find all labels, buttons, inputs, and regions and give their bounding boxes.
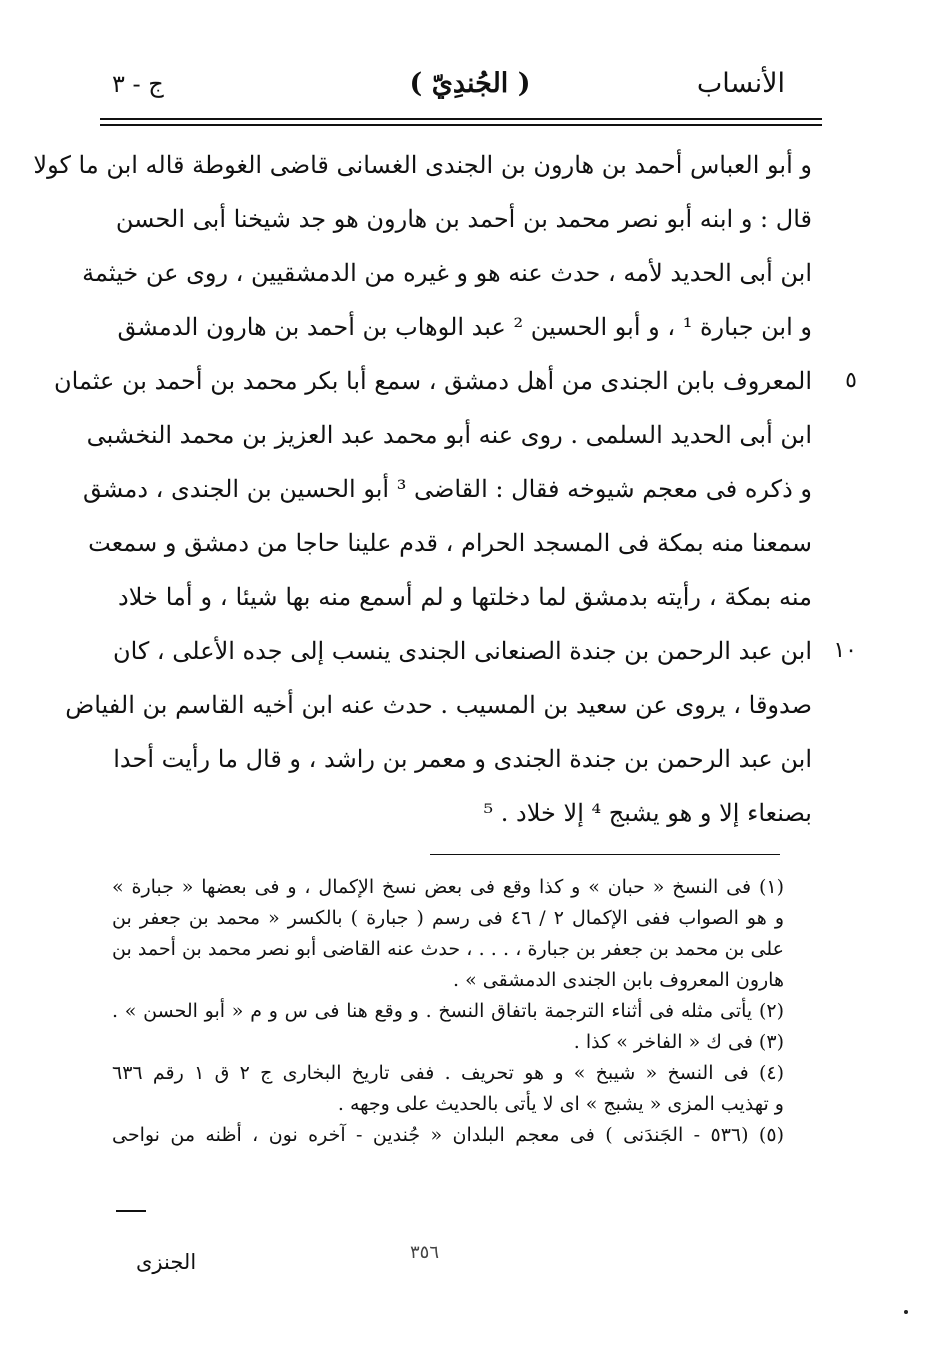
main-text	[33, 138, 812, 840]
text-line: صدوقا ، يروى عن سعيد بن المسيب . حدث عنه ابن أخيه القاسم بن الفياض	[65, 691, 812, 719]
text-line: المعروف بابن الجندى من أهل دمشق ، سمع أبا بكر محمد بن أحمد بن عثمان	[54, 367, 812, 395]
text-line: ابن عبد الرحمن بن جندة الجندى و معمر بن راشد ، و قال ما رأيت أحدا	[113, 745, 812, 773]
signature-mark: الجنزى	[136, 1250, 197, 1274]
text-line: سمعنا منه بمكة فى المسجد الحرام ، قدم علينا حاجا من دمشق و سمعت	[88, 529, 812, 557]
footnote-line: (٢) يأتى مثله فى أثناء الترجمة باتفاق النسخ . و وقع هنا فى س و م « أبو الحسن » .	[112, 1000, 784, 1022]
footnote-line: (١) فى النسخ « حبان » و كذا وقع فى بعض نسخ الإكمال ، و فى بعضها « جبارة »	[112, 876, 784, 898]
text-line: ابن أبى الحديد لأمه ، حدث عنه هو و غيره من الدمشقيين ، روى عن خيثمة	[82, 259, 812, 287]
running-head-book: الأنساب	[696, 68, 785, 99]
scan-speck	[904, 1310, 908, 1314]
running-head-volume: ج - ٣	[112, 70, 164, 98]
footnote-line: على بن محمد بن جعفر بن جبارة ، . . . ، حدث عنه القاضى أبو نصر محمد بن أحمد بن	[112, 938, 784, 960]
text-line: ابن عبد الرحمن بن جندة الصنعانى الجندى ينسب إلى جده الأعلى ، كان	[112, 637, 812, 665]
footnote-line: (٣) فى ك « الفاخر » كذا .	[573, 1031, 784, 1053]
text-line: منه بمكة ، رأيته بدمشق لما دخلتها و لم أسمع منه بها شيئا ، و أما خلاد	[118, 583, 812, 611]
line-number-5: ٥	[845, 368, 857, 393]
text-line: و ابن جبارة ¹ ، و أبو الحسين ² عبد الوهاب بن أحمد بن هارون الدمشق	[117, 313, 812, 341]
running-head-entry: ( الجُندِيّ )	[409, 68, 531, 99]
text-line: بصنعاء إلا و هو يشبج ⁴ إلا خلاد . ⁵	[483, 799, 812, 827]
footnote-line: هارون المعروف بابن الجندى الدمشقى » .	[453, 969, 784, 991]
header-rule-top	[100, 118, 822, 120]
footnote-line: (٤) فى النسخ « شيبخ » و هو تحريف . ففى تاريخ البخارى ج ٢ ق ١ رقم ٦٣٦	[112, 1062, 784, 1084]
text-line: و ذكره فى معجم شيوخه فقال : القاضى ³ أبو الحسين بن الجندى ، دمشق	[83, 475, 812, 503]
header-rule-bottom	[100, 124, 822, 126]
text-line: قال : و ابنه أبو نصر محمد بن أحمد بن هارون هو جد شيخنا أبى الحسن	[115, 205, 812, 233]
text-line: ابن أبى الحديد السلمى . روى عنه أبو محمد عبد العزيز بن محمد النخشبى	[86, 421, 812, 449]
footnote-line: و تهذيب المزى « يشبج » اى لا يأتى بالحديث على وجهه .	[337, 1093, 784, 1115]
footnote-rule	[430, 854, 780, 855]
footnote-line: (٥) (٥٣٦ - الجَندَنى ) فى معجم البلدان « جُندين - آخره نون ، أظنه من نواحى	[112, 1124, 784, 1146]
text-line: و أبو العباس أحمد بن هارون بن الجندى الغسانى قاضى الغوطة قاله ابن ما كولا	[33, 151, 812, 179]
page-number: ٣٥٦	[410, 1242, 440, 1263]
continuation-mark	[116, 1210, 146, 1212]
line-number-10: ١٠	[833, 638, 857, 663]
footnotes	[112, 872, 784, 1151]
footnote-line: و هو الصواب ففى الإكمال ٢ / ٤٦ فى رسم ( جبارة ) بالكسر « محمد بن جعفر بن	[112, 907, 784, 929]
